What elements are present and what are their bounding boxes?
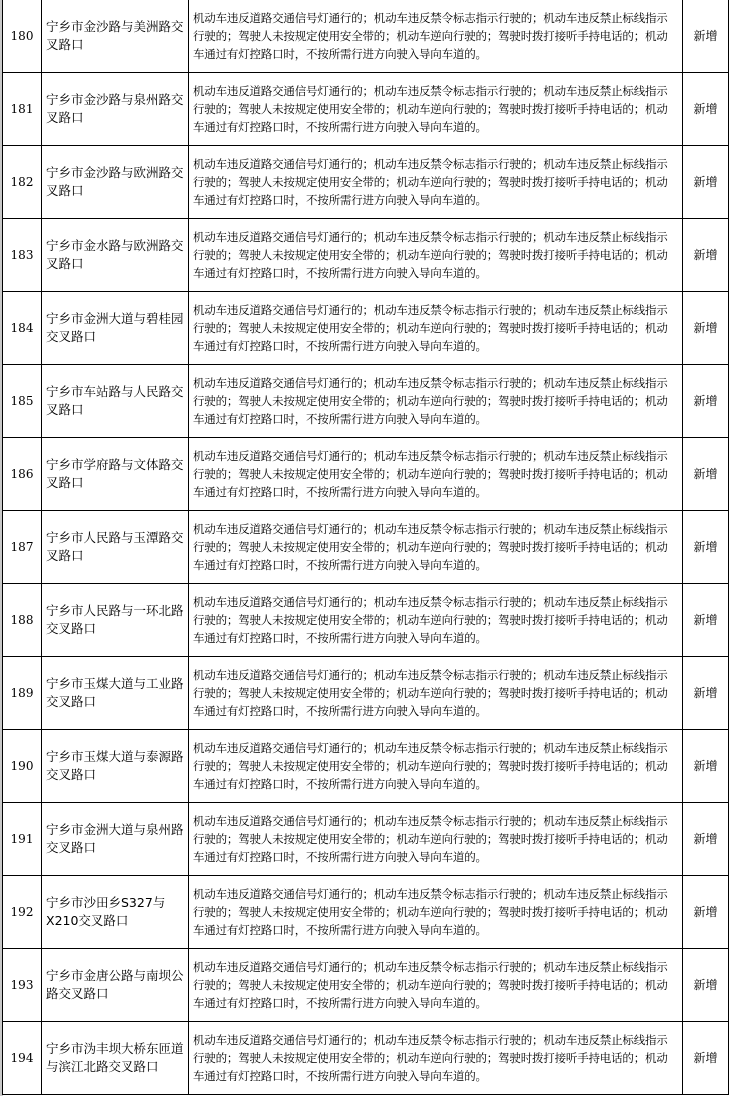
violation-description: 机动车违反道路交通信号灯通行的；机动车违反禁令标志指示行驶的；机动车违反禁止标线指示行驶的；驾驶人未按规定使用安全带的；机动车逆向行驶的；驾驶时拨打接听手持电话的；机动车通过有灯控路口时，不按所需行进方向驶入导向车道的。 bbox=[189, 803, 683, 876]
table-row bbox=[3, 73, 729, 146]
violation-description: 机动车违反道路交通信号灯通行的；机动车违反禁令标志指示行驶的；机动车违反禁止标线指示行驶的；驾驶人未按规定使用安全带的；机动车逆向行驶的；驾驶时拨打接听手持电话的；机动车通过有灯控路口时，不按所需行进方向驶入导向车道的。 bbox=[189, 584, 683, 657]
table-row bbox=[3, 584, 729, 657]
row-number: 182 bbox=[3, 146, 42, 219]
violation-description: 机动车违反道路交通信号灯通行的；机动车违反禁令标志指示行驶的；机动车违反禁止标线指示行驶的；驾驶人未按规定使用安全带的；机动车逆向行驶的；驾驶时拨打接听手持电话的；机动车通过有灯控路口时，不按所需行进方向驶入导向车道的。 bbox=[189, 1022, 683, 1095]
location-cell: 宁乡市金唐公路与南坝公路交叉路口 bbox=[42, 949, 189, 1022]
location-cell: 宁乡市沩丰坝大桥东匝道与滨江北路交叉路口 bbox=[42, 1022, 189, 1095]
row-number: 180 bbox=[3, 0, 42, 73]
status-cell: 新增 bbox=[683, 657, 729, 730]
table-row bbox=[3, 803, 729, 876]
table-row bbox=[3, 365, 729, 438]
row-number: 191 bbox=[3, 803, 42, 876]
row-number: 193 bbox=[3, 949, 42, 1022]
violation-description: 机动车违反道路交通信号灯通行的；机动车违反禁令标志指示行驶的；机动车违反禁止标线指示行驶的；驾驶人未按规定使用安全带的；机动车逆向行驶的；驾驶时拨打接听手持电话的；机动车通过有灯控路口时，不按所需行进方向驶入导向车道的。 bbox=[189, 730, 683, 803]
location-cell: 宁乡市玉煤大道与工业路交叉路口 bbox=[42, 657, 189, 730]
violation-description: 机动车违反道路交通信号灯通行的；机动车违反禁令标志指示行驶的；机动车违反禁止标线指示行驶的；驾驶人未按规定使用安全带的；机动车逆向行驶的；驾驶时拨打接听手持电话的；机动车通过有灯控路口时，不按所需行进方向驶入导向车道的。 bbox=[189, 365, 683, 438]
row-number: 192 bbox=[3, 876, 42, 949]
status-cell: 新增 bbox=[683, 584, 729, 657]
status-cell: 新增 bbox=[683, 1022, 729, 1095]
location-cell: 宁乡市金沙路与欧洲路交叉路口 bbox=[42, 146, 189, 219]
violation-description: 机动车违反道路交通信号灯通行的；机动车违反禁令标志指示行驶的；机动车违反禁止标线指示行驶的；驾驶人未按规定使用安全带的；机动车逆向行驶的；驾驶时拨打接听手持电话的；机动车通过有灯控路口时，不按所需行进方向驶入导向车道的。 bbox=[189, 876, 683, 949]
table-row bbox=[3, 1022, 729, 1095]
status-cell: 新增 bbox=[683, 949, 729, 1022]
table-row bbox=[3, 876, 729, 949]
table-row bbox=[3, 511, 729, 584]
table-row bbox=[3, 292, 729, 365]
location-cell: 宁乡市学府路与文体路交叉路口 bbox=[42, 438, 189, 511]
table-row bbox=[3, 949, 729, 1022]
row-number: 187 bbox=[3, 511, 42, 584]
status-cell: 新增 bbox=[683, 803, 729, 876]
violation-description: 机动车违反道路交通信号灯通行的；机动车违反禁令标志指示行驶的；机动车违反禁止标线指示行驶的；驾驶人未按规定使用安全带的；机动车逆向行驶的；驾驶时拨打接听手持电话的；机动车通过有灯控路口时，不按所需行进方向驶入导向车道的。 bbox=[189, 292, 683, 365]
violation-description: 机动车违反道路交通信号灯通行的；机动车违反禁令标志指示行驶的；机动车违反禁止标线指示行驶的；驾驶人未按规定使用安全带的；机动车逆向行驶的；驾驶时拨打接听手持电话的；机动车通过有灯控路口时，不按所需行进方向驶入导向车道的。 bbox=[189, 0, 683, 73]
table-row bbox=[3, 657, 729, 730]
status-cell: 新增 bbox=[683, 876, 729, 949]
violation-description: 机动车违反道路交通信号灯通行的；机动车违反禁令标志指示行驶的；机动车违反禁止标线指示行驶的；驾驶人未按规定使用安全带的；机动车逆向行驶的；驾驶时拨打接听手持电话的；机动车通过有灯控路口时，不按所需行进方向驶入导向车道的。 bbox=[189, 146, 683, 219]
row-number: 190 bbox=[3, 730, 42, 803]
location-cell: 宁乡市金洲大道与泉州路交叉路口 bbox=[42, 803, 189, 876]
location-cell: 宁乡市金沙路与美洲路交叉路口 bbox=[42, 0, 189, 73]
table-row bbox=[3, 438, 729, 511]
row-number: 181 bbox=[3, 73, 42, 146]
status-cell: 新增 bbox=[683, 511, 729, 584]
status-cell: 新增 bbox=[683, 438, 729, 511]
table-row bbox=[3, 730, 729, 803]
violation-description: 机动车违反道路交通信号灯通行的；机动车违反禁令标志指示行驶的；机动车违反禁止标线指示行驶的；驾驶人未按规定使用安全带的；机动车逆向行驶的；驾驶时拨打接听手持电话的；机动车通过有灯控路口时，不按所需行进方向驶入导向车道的。 bbox=[189, 511, 683, 584]
location-cell: 宁乡市车站路与人民路交叉路口 bbox=[42, 365, 189, 438]
violation-description: 机动车违反道路交通信号灯通行的；机动车违反禁令标志指示行驶的；机动车违反禁止标线指示行驶的；驾驶人未按规定使用安全带的；机动车逆向行驶的；驾驶时拨打接听手持电话的；机动车通过有灯控路口时，不按所需行进方向驶入导向车道的。 bbox=[189, 73, 683, 146]
table-row bbox=[3, 0, 729, 73]
location-cell: 宁乡市人民路与一环北路交叉路口 bbox=[42, 584, 189, 657]
location-cell: 宁乡市人民路与玉潭路交叉路口 bbox=[42, 511, 189, 584]
status-cell: 新增 bbox=[683, 219, 729, 292]
status-cell: 新增 bbox=[683, 0, 729, 73]
status-cell: 新增 bbox=[683, 730, 729, 803]
violation-description: 机动车违反道路交通信号灯通行的；机动车违反禁令标志指示行驶的；机动车违反禁止标线指示行驶的；驾驶人未按规定使用安全带的；机动车逆向行驶的；驾驶时拨打接听手持电话的；机动车通过有灯控路口时，不按所需行进方向驶入导向车道的。 bbox=[189, 219, 683, 292]
status-cell: 新增 bbox=[683, 292, 729, 365]
location-cell: 宁乡市玉煤大道与泰源路交叉路口 bbox=[42, 730, 189, 803]
row-number: 183 bbox=[3, 219, 42, 292]
row-number: 185 bbox=[3, 365, 42, 438]
row-number: 186 bbox=[3, 438, 42, 511]
intersection-table bbox=[2, 0, 729, 1095]
violation-description: 机动车违反道路交通信号灯通行的；机动车违反禁令标志指示行驶的；机动车违反禁止标线指示行驶的；驾驶人未按规定使用安全带的；机动车逆向行驶的；驾驶时拨打接听手持电话的；机动车通过有灯控路口时，不按所需行进方向驶入导向车道的。 bbox=[189, 657, 683, 730]
row-number: 184 bbox=[3, 292, 42, 365]
row-number: 194 bbox=[3, 1022, 42, 1095]
status-cell: 新增 bbox=[683, 73, 729, 146]
location-cell: 宁乡市沙田乡S327与X210交叉路口 bbox=[42, 876, 189, 949]
status-cell: 新增 bbox=[683, 146, 729, 219]
status-cell: 新增 bbox=[683, 365, 729, 438]
location-cell: 宁乡市金沙路与泉州路交叉路口 bbox=[42, 73, 189, 146]
location-cell: 宁乡市金水路与欧洲路交叉路口 bbox=[42, 219, 189, 292]
violation-description: 机动车违反道路交通信号灯通行的；机动车违反禁令标志指示行驶的；机动车违反禁止标线指示行驶的；驾驶人未按规定使用安全带的；机动车逆向行驶的；驾驶时拨打接听手持电话的；机动车通过有灯控路口时，不按所需行进方向驶入导向车道的。 bbox=[189, 949, 683, 1022]
row-number: 189 bbox=[3, 657, 42, 730]
table-row bbox=[3, 219, 729, 292]
violation-description: 机动车违反道路交通信号灯通行的；机动车违反禁令标志指示行驶的；机动车违反禁止标线指示行驶的；驾驶人未按规定使用安全带的；机动车逆向行驶的；驾驶时拨打接听手持电话的；机动车通过有灯控路口时，不按所需行进方向驶入导向车道的。 bbox=[189, 438, 683, 511]
location-cell: 宁乡市金洲大道与碧桂园交叉路口 bbox=[42, 292, 189, 365]
table-row bbox=[3, 146, 729, 219]
row-number: 188 bbox=[3, 584, 42, 657]
